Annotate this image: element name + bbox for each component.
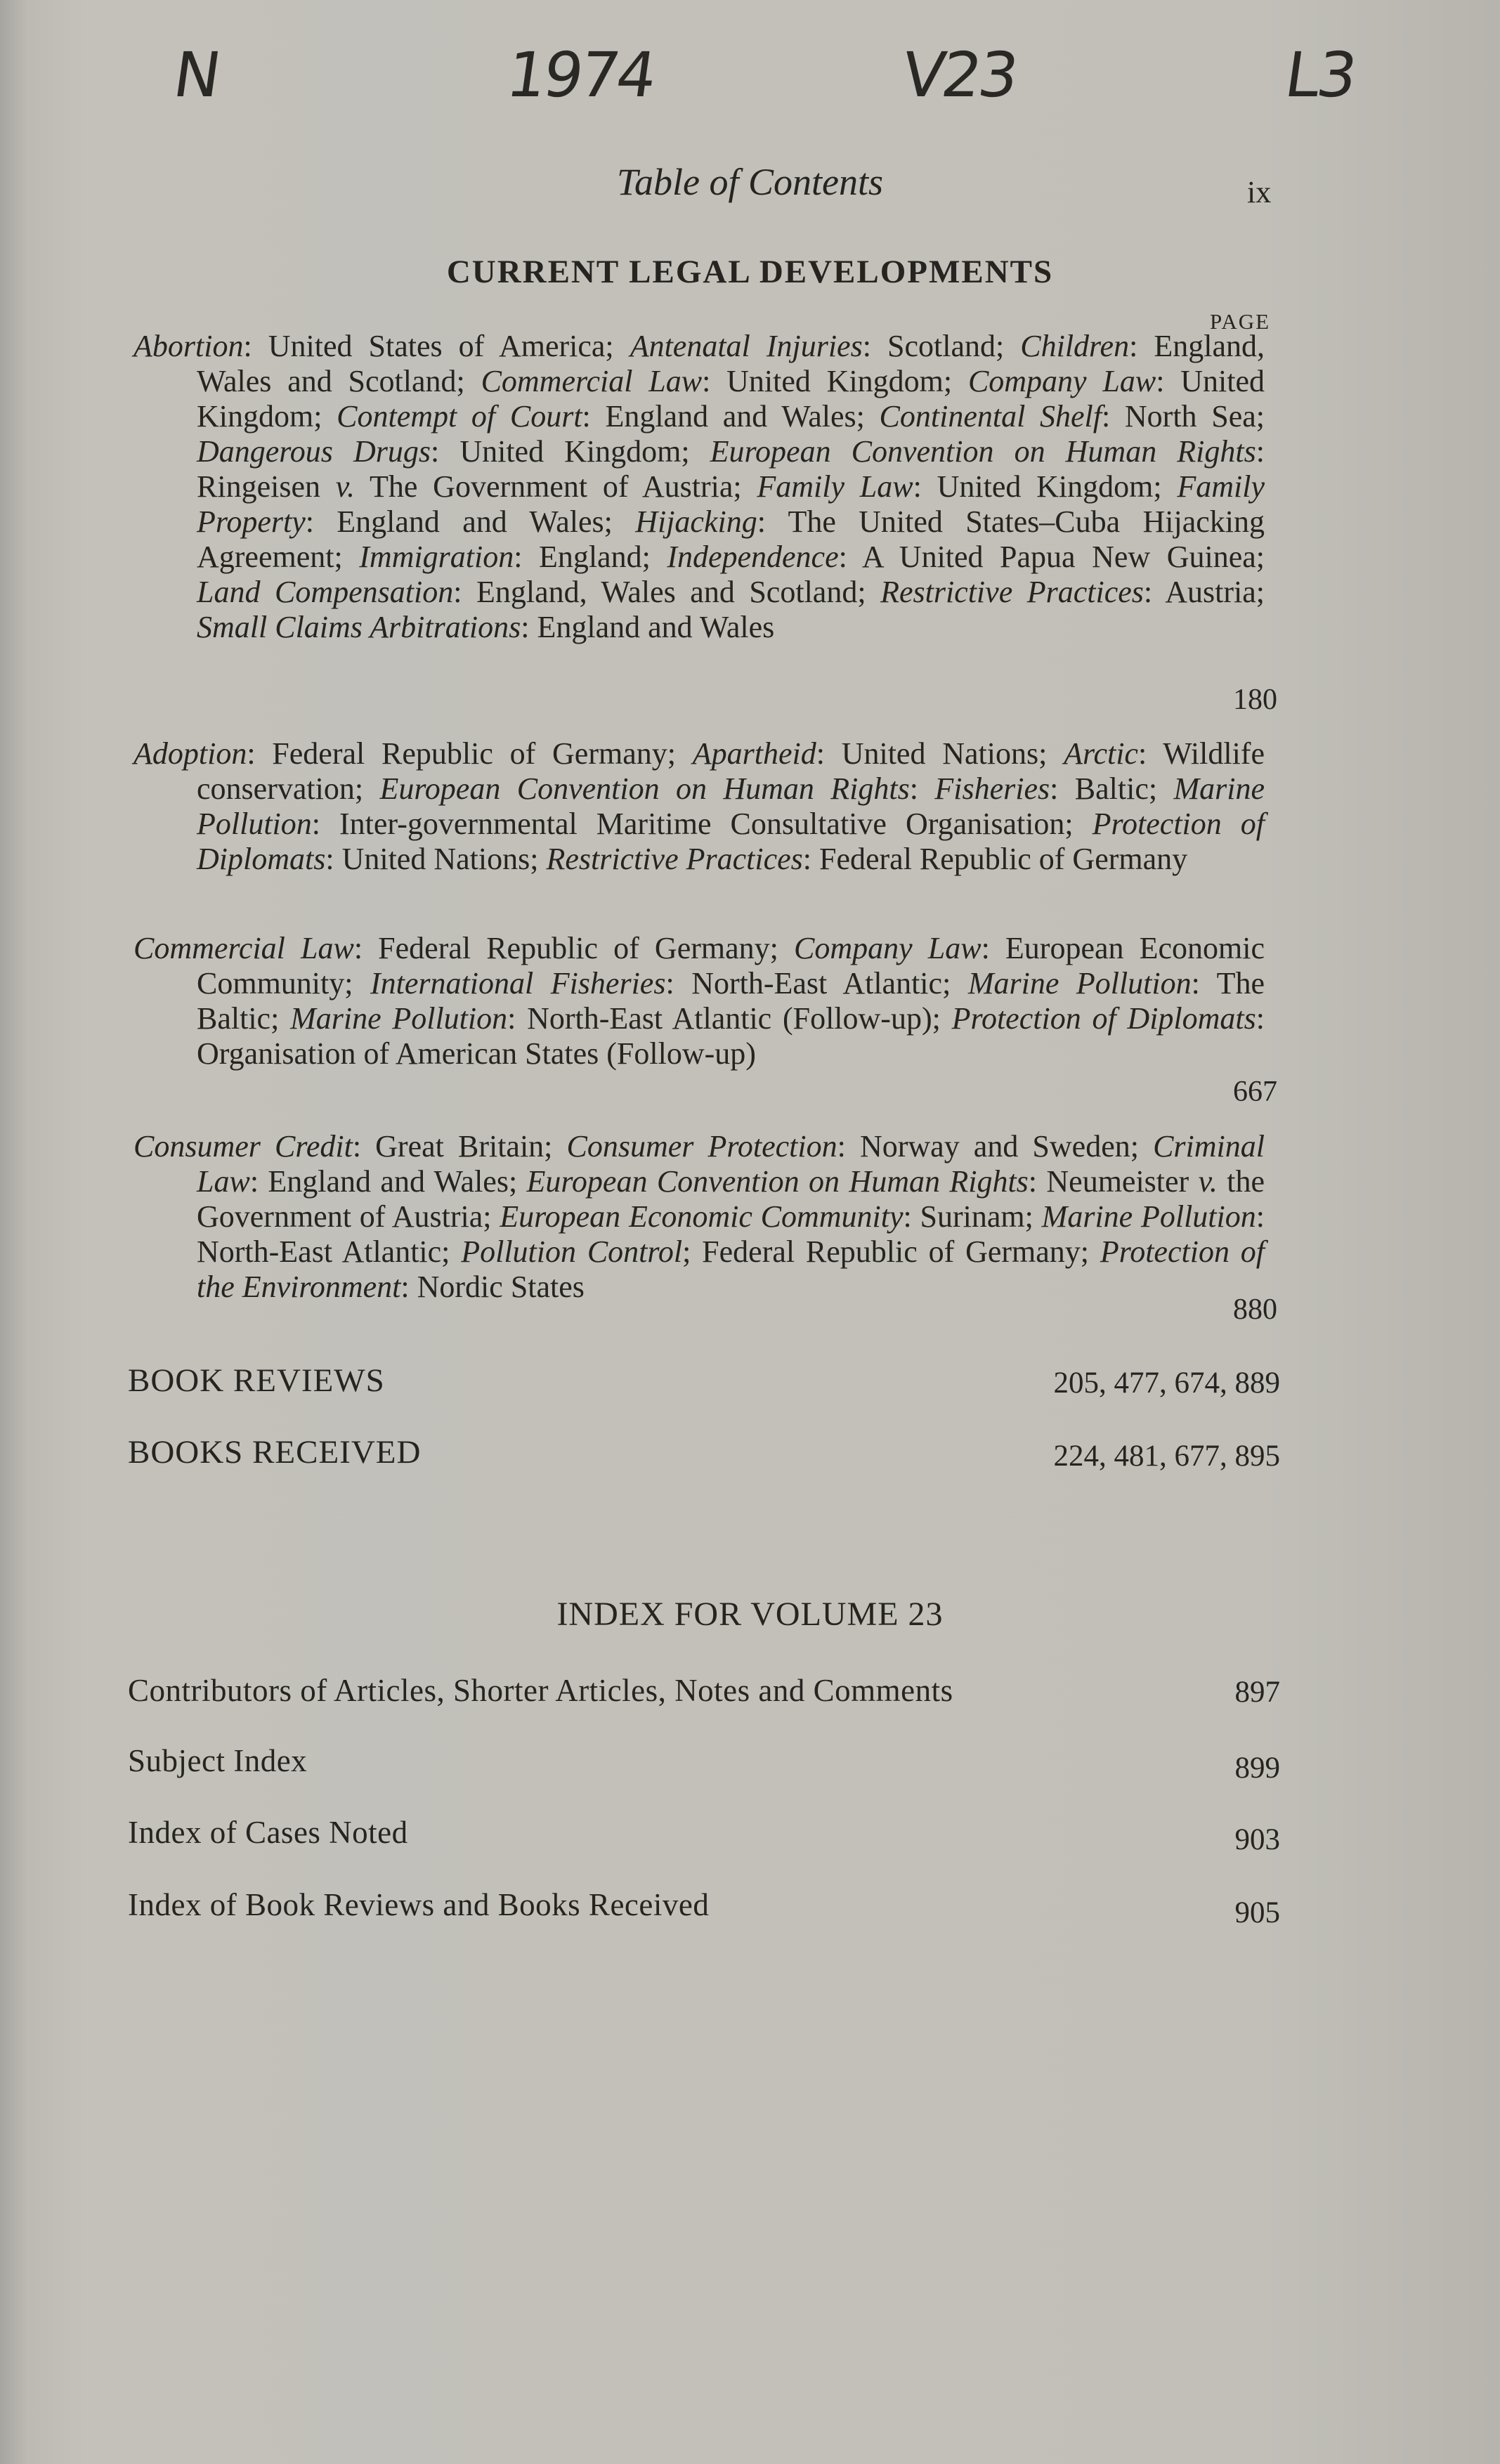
toc-subject-text: : United Nations;: [816, 736, 1064, 771]
section-title: CURRENT LEGAL DEVELOPMENTS: [446, 254, 1054, 290]
toc-subject-text: : United States of America;: [243, 329, 630, 363]
toc-subject-heading: Company Law: [967, 364, 1156, 398]
index-row-page: 905: [1234, 1896, 1280, 1929]
toc-subject-heading: European Convention on Human Rights: [526, 1164, 1029, 1199]
toc-subject-text: : United Kingdom;: [702, 364, 968, 398]
toc-subject-text: : Federal Republic of Germany: [802, 842, 1188, 876]
toc-subject-text: The Government of Austria;: [355, 469, 757, 504]
book-reviews-pages: 205, 477, 674, 889: [1053, 1367, 1280, 1400]
toc-subject-heading: European Convention on Human Rights: [379, 771, 910, 806]
toc-subject-heading: Protection of the Environment: [197, 1234, 1265, 1304]
toc-subject-heading: Land Compensation: [197, 575, 454, 609]
toc-subject-text: :: [909, 771, 935, 806]
toc-entry-page: 880: [1233, 1293, 1277, 1326]
toc-subject-heading: Pollution Control: [461, 1234, 683, 1269]
toc-subject-heading: International Fisheries: [370, 966, 666, 1000]
toc-subject-heading: European Economic Community: [500, 1199, 904, 1234]
toc-subject-text: : United Kingdom;: [431, 434, 710, 469]
index-row-label: Contributors of Articles, Shorter Articles, Notes and Comments: [128, 1673, 953, 1708]
toc-subject-heading: Protection of Diplomats: [197, 807, 1265, 876]
toc-subject-text: : United Nations;: [325, 842, 547, 876]
toc-subject-text: : United Kingdom;: [197, 364, 1265, 434]
toc-subject-heading: Consumer Credit: [133, 1129, 353, 1163]
toc-subject-text: : Surinam;: [903, 1199, 1042, 1234]
toc-subject-heading: Hijacking: [635, 504, 757, 539]
toc-subject-text: ; Federal Republic of Germany;: [682, 1234, 1100, 1269]
toc-subject-text: : Scotland;: [862, 329, 1021, 363]
toc-entry-page: 667: [1233, 1076, 1277, 1108]
toc-subject-heading: Protection of Diplomats: [951, 1001, 1256, 1036]
toc-subject-text: : Baltic;: [1050, 771, 1174, 806]
toc-subject-heading: v.: [335, 469, 356, 504]
toc-subject-heading: Marine Pollution: [967, 966, 1192, 1000]
toc-subject-heading: Criminal Law: [197, 1129, 1265, 1199]
toc-subject-text: : England and Wales;: [582, 399, 880, 434]
toc-subject-heading: Immigration: [359, 540, 514, 574]
toc-subject-text: : The United States–Cuba Hijacking Agreement;: [197, 504, 1265, 574]
toc-subject-heading: Continental Shelf: [879, 399, 1102, 434]
toc-subject-heading: Adoption: [133, 736, 247, 771]
toc-subject-text: : North Sea;: [1101, 399, 1265, 434]
toc-subject-text: : A United Papua New Guinea;: [838, 540, 1265, 574]
toc-entry: [133, 329, 1265, 645]
toc-subject-text: : Austria;: [1143, 575, 1265, 609]
toc-subject-heading: Apartheid: [692, 736, 816, 771]
toc-subject-text: : England, Wales and Scotland;: [197, 329, 1265, 398]
books-received-pages: 224, 481, 677, 895: [1053, 1440, 1280, 1473]
index-row-label: Subject Index: [128, 1743, 308, 1778]
index-row-page: 903: [1234, 1823, 1280, 1856]
toc-subject-heading: European Convention on Human Rights: [710, 434, 1256, 469]
toc-subject-heading: Antenatal Injuries: [630, 329, 863, 363]
toc-subject-heading: Family Property: [197, 469, 1265, 539]
toc-subject-text: : The Baltic;: [197, 966, 1265, 1036]
handwritten-note-1: N: [169, 39, 223, 111]
toc-subject-text: : Norway and Sweden;: [837, 1129, 1154, 1163]
toc-subject-heading: Marine Pollution: [1041, 1199, 1256, 1234]
toc-subject-heading: Restrictive Practices: [880, 575, 1144, 609]
index-row-page: 899: [1234, 1752, 1280, 1785]
toc-subject-text: : Great Britain;: [352, 1129, 567, 1163]
index-row-label: Index of Book Reviews and Books Received: [128, 1887, 710, 1922]
index-row-page: 897: [1234, 1676, 1280, 1709]
running-head: Table of Contents: [616, 161, 884, 203]
toc-entry: [133, 736, 1265, 877]
toc-subject-heading: Marine Pollution: [290, 1001, 508, 1036]
toc-subject-heading: Arctic: [1064, 736, 1138, 771]
toc-subject-text: : European Economic Community;: [197, 931, 1265, 1000]
toc-subject-heading: Dangerous Drugs: [197, 434, 431, 469]
toc-subject-heading: Contempt of Court: [337, 399, 582, 434]
toc-subject-text: : England and Wales;: [249, 1164, 527, 1199]
toc-subject-heading: v.: [1198, 1164, 1218, 1199]
book-reviews-label: BOOK REVIEWS: [128, 1362, 385, 1399]
handwritten-note-2: 1974: [502, 39, 659, 111]
toc-subject-text: : England;: [514, 540, 667, 574]
toc-subject-heading: Small Claims Arbitrations: [197, 610, 521, 644]
toc-subject-heading: Fisheries: [934, 771, 1050, 806]
toc-subject-text: the Government of Austria;: [197, 1164, 1265, 1234]
toc-subject-heading: Children: [1020, 329, 1130, 363]
toc-subject-text: : Neumeister: [1028, 1164, 1199, 1199]
toc-subject-heading: Consumer Protection: [566, 1129, 837, 1163]
toc-subject-text: : England and Wales;: [305, 504, 636, 539]
toc-subject-text: : North-East Atlantic;: [197, 1199, 1265, 1269]
books-received-label: BOOKS RECEIVED: [128, 1434, 422, 1471]
toc-subject-heading: Restrictive Practices: [546, 842, 803, 876]
toc-subject-text: : United Kingdom;: [913, 469, 1178, 504]
toc-entry-page: 180: [1233, 684, 1277, 716]
toc-subject-text: : Ringeisen: [197, 434, 1265, 504]
toc-subject-heading: Commercial Law: [481, 364, 703, 398]
toc-entry: [133, 1129, 1265, 1305]
toc-subject-heading: Family Law: [757, 469, 913, 504]
toc-entry: [133, 931, 1265, 1071]
toc-subject-text: : North-East Atlantic (Follow-up);: [507, 1001, 952, 1036]
toc-subject-text: : Nordic States: [400, 1270, 585, 1304]
toc-subject-heading: Abortion: [133, 329, 244, 363]
toc-subject-text: : Wildlife conservation;: [197, 736, 1265, 806]
toc-subject-heading: Company Law: [793, 931, 981, 965]
toc-subject-text: : North-East Atlantic;: [665, 966, 968, 1000]
toc-subject-heading: Independence: [667, 540, 839, 574]
page-column-label: PAGE: [1210, 309, 1271, 334]
toc-subject-text: : England and Wales: [521, 610, 775, 644]
toc-subject-text: : Organisation of American States (Follow-up): [197, 1001, 1265, 1071]
toc-subject-heading: Commercial Law: [133, 931, 354, 965]
toc-subject-text: : Inter-governmental Maritime Consultative Organisation;: [311, 807, 1093, 841]
toc-subject-text: : Federal Republic of Germany;: [353, 931, 794, 965]
toc-subject-heading: Marine Pollution: [197, 771, 1265, 841]
index-row-label: Index of Cases Noted: [128, 1815, 408, 1850]
folio-page-number: ix: [1247, 175, 1272, 209]
index-title: INDEX FOR VOLUME 23: [556, 1596, 944, 1633]
toc-subject-text: : England, Wales and Scotland;: [453, 575, 881, 609]
toc-subject-text: : Federal Republic of Germany;: [247, 736, 693, 771]
handwritten-note-3: V23: [897, 39, 1021, 111]
handwritten-note-4: L3: [1280, 39, 1359, 111]
